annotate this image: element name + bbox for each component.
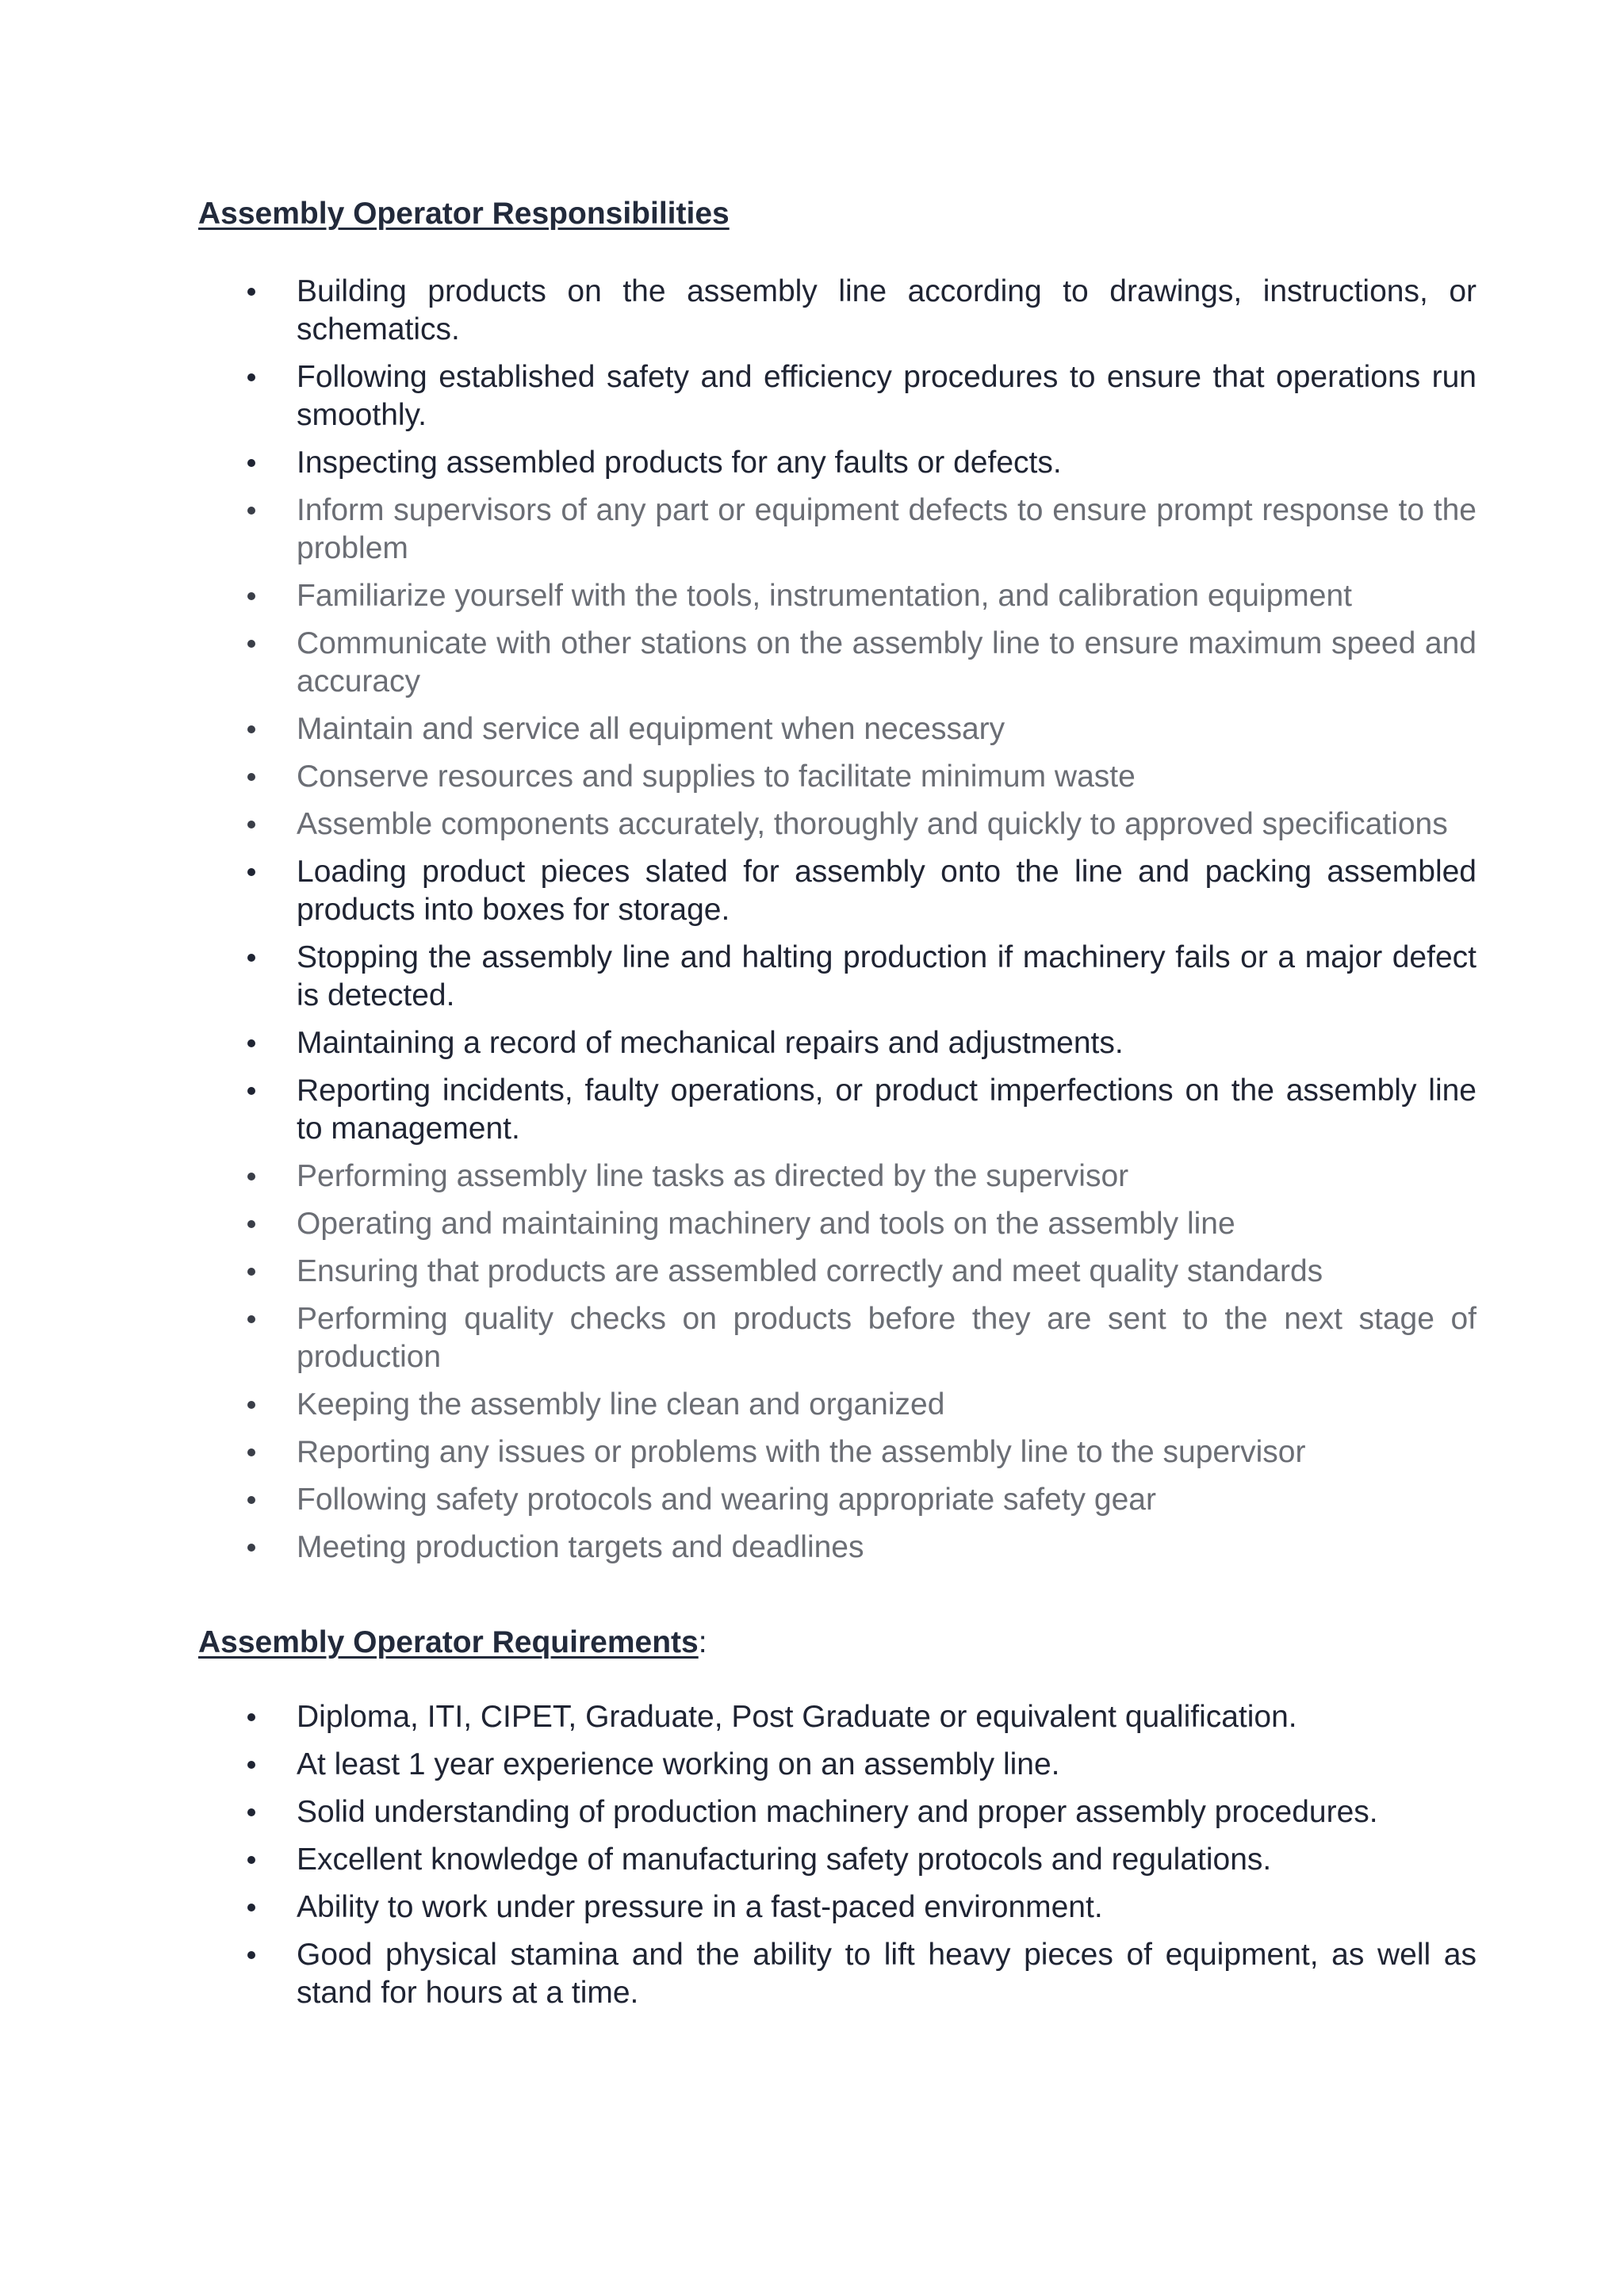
responsibility-list-item [198,1576,1477,1614]
requirement-list-item [198,1698,1477,1736]
responsibility-list-item [198,806,1477,844]
responsibility-item-text: Ensuring that products are assembled correctly and meet quality standards [297,1254,1323,1288]
bullet-icon [247,1544,255,1552]
responsibility-list-item [198,577,1477,615]
bullet-icon [247,1856,255,1864]
bullet-icon [247,1039,255,1047]
responsibility-list-item [198,1072,1477,1148]
bullet-icon [247,1713,255,1721]
responsibility-list-item [198,1386,1477,1424]
responsibility-list-item [198,1205,1477,1243]
bullet-icon [247,1591,255,1599]
bullet-icon [247,1448,255,1456]
responsibility-item-text: Meeting production targets and deadlines [297,1530,864,1564]
bullet-icon [247,507,255,515]
bullet-icon [247,773,255,781]
responsibility-list-item [198,1481,1477,1519]
responsibility-list-item [198,1253,1477,1291]
bullet-icon [247,1496,255,1504]
responsibility-item-text: Keeping the assembly line clean and organized [297,1387,945,1422]
responsibility-list-item [198,710,1477,748]
responsibility-item-text: Operating and maintaining machinery and tools on the assembly line [297,1207,1235,1241]
responsibility-item-text: Performing quality checks on products before they are sent to the next stage of production [297,1302,1477,1374]
responsibility-list-item [198,625,1477,701]
requirement-item-text: Diploma, ITI, CIPET, Graduate, Post Graduate or equivalent qualification. [297,1700,1297,1734]
responsibility-item-text: Inform supervisors of any part or equipment defects to ensure prompt response to the problem [297,493,1477,565]
requirement-item-text: Good physical stamina and the ability to lift heavy pieces of equipment, as well as stand for hours at a time. [297,1938,1477,2010]
responsibility-list-item [198,1433,1477,1471]
document-content [198,195,1477,2022]
requirement-item-text: Solid understanding of production machinery and proper assembly procedures. [297,1795,1378,1829]
responsibility-list-item [198,444,1477,482]
responsibility-item-text: Loading product pieces slated for assembly onto the line and packing assembled products into boxes for storage. [297,855,1477,927]
responsibility-item-text: Assemble components accurately, thoroughly and quickly to approved specifications [297,807,1448,841]
bullet-icon [247,821,255,828]
responsibility-item-text: Familiarize yourself with the tools, instrumentation, and calibration equipment [297,579,1352,613]
requirement-list-item [198,1888,1477,1927]
responsibility-item-text: Reporting any issues or problems with the assembly line to the supervisor [297,1435,1306,1469]
bullet-icon [247,725,255,733]
bullet-icon [247,1220,255,1228]
responsibility-list-item [198,1529,1477,1567]
responsibility-item-text: Communicate with other stations on the assembly line to ensure maximum speed and accuracy [297,626,1477,698]
requirement-list-item [198,1793,1477,1831]
bullet-icon [247,868,255,876]
responsibility-list-item [198,273,1477,349]
responsibility-item-text: Maintaining a record of mechanical repairs and adjustments. [297,1026,1124,1060]
responsibility-item-text: Conserve resources and supplies to facilitate minimum waste [297,760,1136,794]
bullet-icon [247,592,255,600]
bullet-icon [247,1401,255,1409]
bullet-icon [247,288,255,296]
requirement-list-item [198,1746,1477,1784]
responsibility-list-item [198,1158,1477,1196]
responsibilities-heading [198,195,1477,233]
bullet-icon [247,1315,255,1323]
requirement-item-text: Ability to work under pressure in a fast-paced environment. [297,1890,1103,1924]
bullet-icon [247,1951,255,1959]
responsibility-item-text: Reporting incidents, faulty operations, or product imperfections on the assembly line to management. [297,1073,1477,1146]
responsibility-list-item [198,1300,1477,1376]
responsibility-list-item [198,758,1477,796]
requirement-item-text: Excellent knowledge of manufacturing safety protocols and regulations. [297,1843,1272,1877]
responsibilities-heading-text: Assembly Operator Responsibilities [198,197,730,231]
responsibility-item-text: Maintain and service all equipment when necessary [297,712,1005,746]
responsibility-item-text: Performing assembly line tasks as directed by the supervisor [297,1159,1129,1193]
bullet-icon [247,954,255,962]
bullet-icon [247,459,255,467]
responsibility-list-item [198,939,1477,1015]
bullet-icon [247,1808,255,1816]
requirements-heading-text: Assembly Operator Requirements [198,1625,699,1659]
bullet-icon [247,1904,255,1911]
bullet-icon [247,1761,255,1769]
bullet-icon [247,1268,255,1276]
responsibility-list-item [198,492,1477,568]
requirement-item-text: At least 1 year experience working on an assembly line. [297,1747,1060,1781]
bullet-icon [247,1087,255,1095]
bullet-icon [247,373,255,381]
responsibilities-list [198,273,1477,1614]
responsibility-list-item [198,358,1477,434]
bullet-icon [247,640,255,648]
responsibility-item-text: Following safety protocols and wearing appropriate safety gear [297,1483,1156,1517]
requirement-list-item [198,1936,1477,2012]
bullet-icon [247,1173,255,1181]
requirements-heading-colon: : [698,1625,707,1659]
responsibility-list-item [198,853,1477,929]
responsibility-list-item [198,1024,1477,1062]
responsibility-item-text: Building products on the assembly line according to drawings, instructions, or schematics. [297,274,1477,346]
responsibility-item-text: Following established safety and efficiency procedures to ensure that operations run smoothly. [297,360,1477,432]
requirements-list [198,1698,1477,2012]
responsibility-item-text: Stopping the assembly line and halting production if machinery fails or a major defect is detected. [297,940,1477,1012]
requirements-heading [198,1624,1477,1662]
requirement-list-item [198,1841,1477,1879]
responsibility-item-text: Inspecting assembled products for any faults or defects. [297,446,1062,480]
